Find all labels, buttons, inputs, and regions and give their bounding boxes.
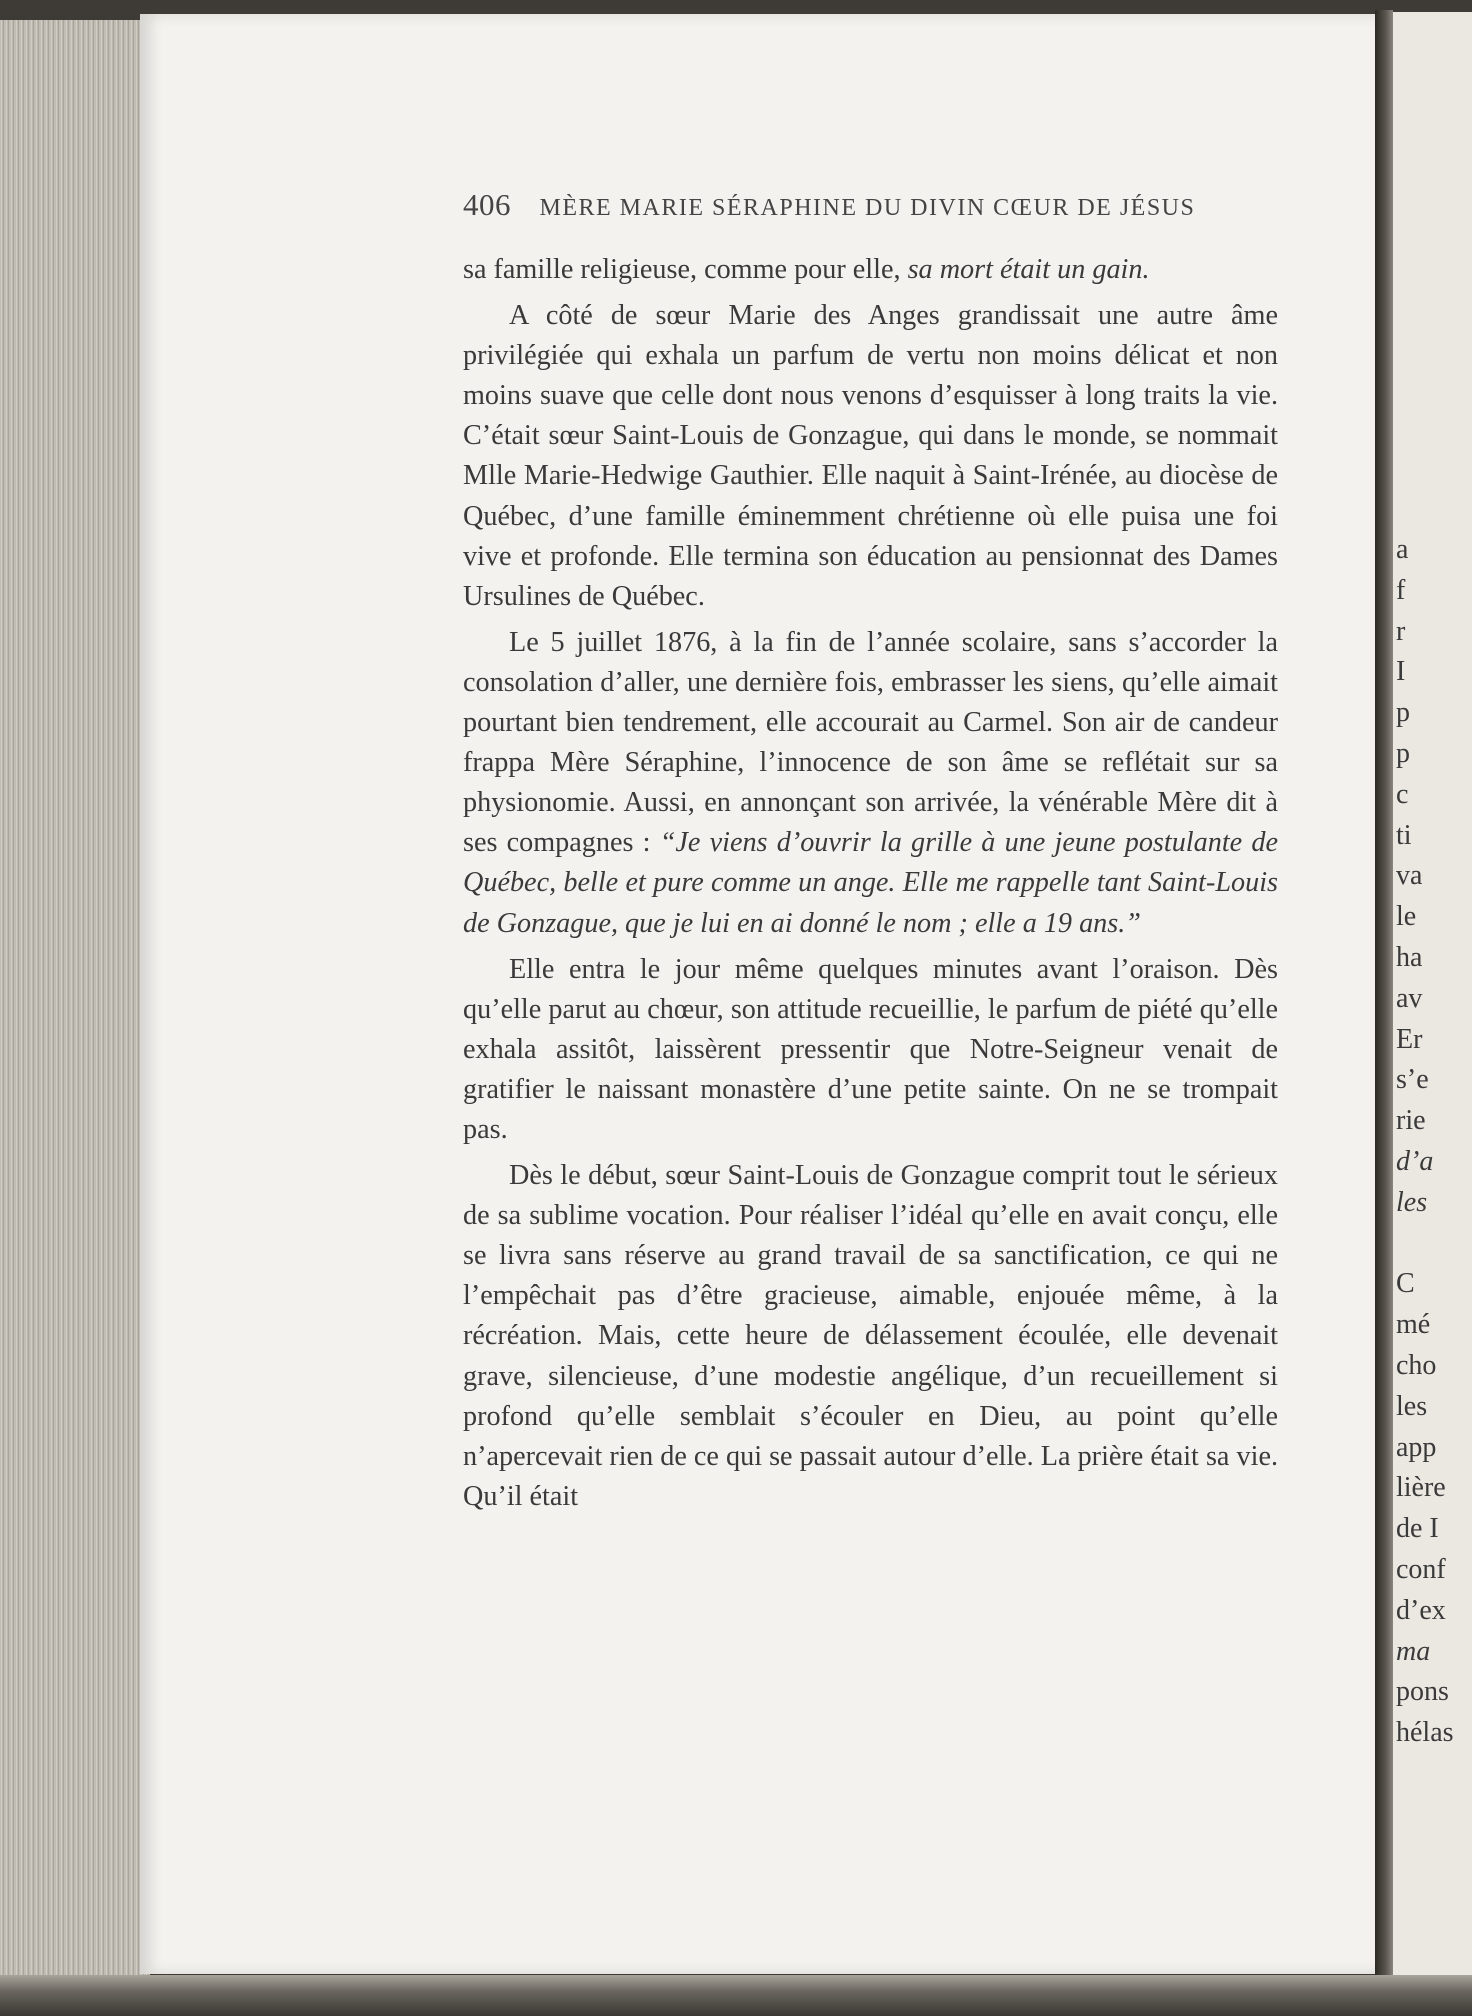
page-number: 406 (463, 187, 511, 222)
facing-page-fragment: p (1396, 697, 1410, 729)
paragraph-3-text: Le 5 juillet 1876, à la fin de l’année scolaire, sans s’accorder la consolation d’aller, une dernière fois, embrasser les siens, qu’elle aimait pourtant bien tendrement, elle accourait au Carmel. Son air de candeur frappa Mère Séraphine, l’innocence de son âme se reflétait sur sa physionomie. Aussi, en annonçant son arrivée, la vénérable Mère dit à ses compagnes : (463, 626, 1278, 859)
facing-page-fragment: av (1396, 982, 1423, 1014)
facing-page-fragment: conf (1396, 1553, 1446, 1585)
facing-page-fragment: les (1396, 1390, 1428, 1422)
paragraph-1-italic: sa mort était un gain. (907, 254, 1150, 285)
facing-page-fragment: p (1396, 737, 1410, 769)
paragraph-2: A côté de sœur Marie des Anges grandissait une autre âme privilégiée qui exhala un parfum de vertu non moins délicat et non moins suave que celle dont nous venons d’esquisser à long traits la vie. C’était sœur Saint-Louis de Gonzague, qui dans le monde, se nommait Mlle Marie-Hedwige Gauthier. Elle naquit à Saint-Irénée, au diocèse de Québec, d’une famille éminemment chrétienne où elle puisa une foi vive et profonde. Elle termina son éducation au pensionnat des Dames Ursulines de Québec. (463, 300, 1278, 612)
facing-page-fragment: hélas (1396, 1717, 1454, 1749)
facing-page-fragment: d’a (1396, 1145, 1434, 1177)
facing-page-fragment: f (1396, 574, 1406, 606)
facing-page-fragment: les (1396, 1186, 1428, 1218)
facing-page-fragment: c (1396, 778, 1409, 810)
facing-page-fragment: ha (1396, 941, 1423, 973)
facing-page-fragment: a (1396, 534, 1409, 565)
facing-page-fragment: app (1396, 1431, 1437, 1463)
facing-page-fragment: C (1396, 1268, 1415, 1300)
facing-page-fragment: I (1396, 656, 1406, 688)
paragraph-4: Elle entra le jour même quelques minutes avant l’oraison. Dès qu’elle parut au chœur, son attitude recueillie, le parfum de piété qu’elle exhala assitôt, laissèrent pressentir que Notre-Seigneur venait de gratifier le naissant monastère d’une petite sainte. On ne se trompait pas. (463, 953, 1278, 1145)
facing-page-fragment: pons (1396, 1676, 1449, 1708)
running-head (463, 187, 1263, 223)
facing-page-fragment: lière (1396, 1472, 1446, 1504)
facing-page-fragment (1396, 1224, 1472, 1265)
body-text (463, 250, 1278, 1517)
facing-page-fragment: le (1396, 901, 1417, 933)
facing-page-fragment: de I (1396, 1513, 1439, 1545)
facing-page-fragment: cho (1396, 1349, 1437, 1381)
paragraph-1-text: sa famille religieuse, comme pour elle, (463, 254, 908, 285)
paragraph-5: Dès le début, sœur Saint-Louis de Gonzague comprit tout le sérieux de sa sublime vocation. Pour réaliser l’idéal qu’elle en avait conçu, elle se livra sans réserve au grand travail de sa sanctification, ce qui ne l’empêchait pas d’être gracieuse, aimable, enjouée même, à la récréation. Mais, cette heure de délassement écoulée, elle devenait grave, silencieuse, d’une modestie angélique, d’un recueillement si profond qu’elle semblait s’écouler en Dieu, au point qu’elle n’apercevait rien de ce qui se passait autour d’elle. La prière était sa vie. Qu’il était (463, 1160, 1278, 1512)
paragraph-1 (463, 250, 1278, 290)
facing-page-fragment: r (1396, 615, 1406, 647)
bottom-edge (0, 1975, 1472, 2016)
facing-page-fragment: Er (1396, 1023, 1423, 1055)
page-edges (0, 20, 150, 1985)
running-title: MÈRE MARIE SÉRAPHINE DU DIVIN CŒUR DE JÉSUS (539, 195, 1196, 221)
paragraph-3 (463, 623, 1278, 944)
facing-page-fragment: ma (1396, 1635, 1431, 1667)
facing-page-fragment: rie (1396, 1105, 1426, 1137)
facing-page-text (1396, 530, 1472, 1754)
facing-page-fragment: va (1396, 860, 1423, 892)
facing-page-fragment: d’ex (1396, 1594, 1446, 1626)
paragraph-3-italic-quote: “Je viens d’ouvrir la grille à une jeune postulante de Québec, belle et pure comme un ange. Elle me rappelle tant Saint-Louis de Gonzague, que je lui en ai donné le nom ; elle a 19 ans.” (463, 827, 1278, 939)
facing-page-fragment: s’e (1396, 1064, 1429, 1096)
book-gutter (1375, 10, 1393, 1985)
facing-page-fragment: ti (1396, 819, 1412, 851)
facing-page-fragment: mé (1396, 1309, 1431, 1341)
